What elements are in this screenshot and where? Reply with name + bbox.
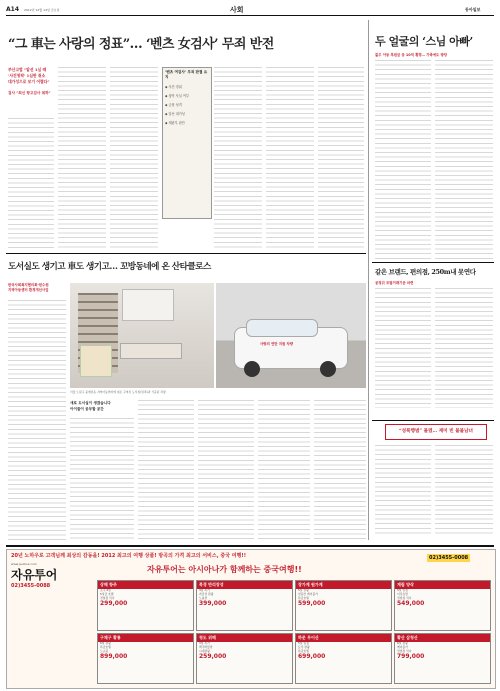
ad-cell-row: 전일정 식사: [397, 648, 412, 653]
ad-cell-row: 자금성 관광: [199, 591, 214, 596]
ad-banner: 20년 노하우로 고객님께 최상의 감동을! 2012 최고의 여행 상품! 방곡의 가격 최고의 서비스, 중국 여행!!: [11, 553, 246, 559]
ad-cell-price: 259,000: [199, 653, 227, 661]
ad-cell-row: 4일 특가: [199, 588, 210, 592]
main-sidebar: [8, 67, 52, 96]
quote-text: “성폭행범” 몰렸… 재미 빈 불불남녀: [399, 429, 473, 434]
ad-cell-row: 천문산 케이블카: [298, 591, 318, 596]
ad-cell-title: 장가계 원가계: [296, 581, 391, 589]
ad-cell-row: 5일 일정: [298, 641, 309, 645]
right-subline: 불우 아동 후원금 등 10억 횡령… 가족에도 방탕: [375, 53, 448, 57]
ad-cell-title: 상해 항주: [98, 581, 193, 589]
body-text: [58, 67, 106, 248]
ad-cell[interactable]: [196, 633, 293, 684]
ad-cell-row: 특급호텔: [100, 644, 111, 649]
sidebar-line: 대가성으로 보기 어렵다”: [8, 79, 50, 84]
ad-cell-price: 299,000: [100, 600, 128, 608]
body-text: [214, 67, 262, 248]
info-box-item: ◆ 사건 경위: [165, 85, 182, 89]
ad-cell-title: 하문 무이산: [296, 634, 391, 642]
ad-brand: 자유투어: [11, 568, 58, 582]
santa-headline[interactable]: 도서실도 생기고 車도 생기고… 꼬방동네에 온 산타클로스: [8, 262, 211, 272]
date-line: 2012년 12월 14일 금요일: [24, 8, 60, 12]
ad-cell-row: 시내관광: [199, 648, 210, 653]
body-text: [138, 400, 194, 540]
ad-phone-2: 02)3455-0008: [429, 555, 469, 561]
ad-cell-price: 399,000: [199, 600, 227, 608]
info-box: [162, 67, 212, 219]
ad-cell[interactable]: [295, 633, 392, 684]
ad-cell-title: 황산 삼청산: [395, 634, 490, 642]
page-number: A14: [6, 6, 19, 13]
ad-url: www.jautour.com: [11, 562, 37, 566]
ad-cell-row: 6일 관광: [100, 641, 111, 645]
body-text: [375, 60, 431, 260]
ad-cell-title: 계림 양삭: [395, 581, 490, 589]
ad-cell-title: 청도 위해: [197, 634, 292, 642]
sidebar-line: 부산고법 “알선 1심 때: [8, 67, 47, 72]
ad-cell-row: 노옵션: [199, 595, 208, 600]
ad-cell-row: 이강유람: [397, 591, 408, 596]
info-box-item: ◆ 청탁 사실 여부: [165, 94, 189, 98]
ad-cell-row: 케이블카: [397, 644, 408, 649]
info-box-item: ◆ 재판부 판단: [165, 121, 185, 125]
ad-cell[interactable]: [394, 580, 491, 631]
ad-cell-price: 799,000: [397, 653, 425, 661]
ad-cell-row: 5일 관광: [298, 588, 309, 592]
santa-sublabel: 지역아동센터 환경개선사업: [8, 288, 49, 292]
body-text: [435, 445, 493, 537]
ad-cell-row: 토루 관광: [298, 644, 310, 649]
ad-cell-row: 특급호텔: [298, 648, 309, 653]
section-title: 사회: [230, 5, 244, 14]
body-text: [258, 400, 310, 540]
quote-box[interactable]: [385, 424, 487, 440]
ad-cell-price: 549,000: [397, 600, 425, 608]
ad-cell-row: 3일 특가: [199, 641, 210, 645]
right-headline[interactable]: 두 얼굴의 ‘스님 아빠’: [375, 35, 473, 48]
ad-cell-row: 노쇼핑: [100, 648, 109, 653]
car-label: 사랑의 연탄 지원 차량: [260, 342, 294, 346]
ad-cell-price: 599,000: [298, 600, 326, 608]
ad-cell-price: 899,000: [100, 653, 128, 661]
body-text: [375, 288, 431, 408]
body-text: [198, 400, 254, 540]
sidebar-line: ‘사건청탁’ 1심판 취소: [8, 73, 46, 78]
body-text: [266, 67, 314, 248]
photo-caption: 서울 노원구 중계본동 지역아동센터에 새로 꾸며진 도서실(왼쪽)과 기증된 차량.: [70, 390, 167, 394]
santa-lead-line: 새로 도서실이 생겼습니다: [70, 401, 111, 405]
ad-cell-row: 5일 일정: [397, 588, 408, 592]
ad-cell[interactable]: [295, 580, 392, 631]
body-text: [70, 418, 134, 540]
ad-brand-box[interactable]: [11, 562, 91, 602]
body-text: [375, 445, 431, 537]
body-text: [110, 67, 158, 248]
ad-cell-row: 맥주박물관: [199, 644, 213, 649]
ad-cell-row: 특급호텔: [298, 595, 309, 600]
newspaper-name: 동아일보: [465, 7, 481, 12]
body-text: [8, 300, 66, 540]
body-text: [318, 67, 364, 248]
ad-cell-row: 전일정 식사: [100, 595, 115, 600]
body-text: [314, 400, 366, 540]
ad-area[interactable]: [6, 549, 496, 689]
ad-phone: 02)3455-0088: [11, 583, 51, 589]
car-photo: [216, 283, 366, 388]
ad-cell-row: 전일정 식사: [397, 595, 412, 600]
sub-note: 검사 “최신 항고검사 취하”: [8, 91, 51, 95]
body-text: [8, 118, 54, 248]
ad-slogan: 자유투어는 아시아나가 함께하는 중국여행!!: [147, 565, 302, 574]
ad-grid: [97, 580, 491, 684]
santa-label: 한국사회복지협의회-한수원: [8, 283, 49, 287]
info-box-title: ‘벤츠 여검사’ 무죄 판결 요지: [165, 70, 208, 79]
main-headline[interactable]: “그 車는 사랑의 정표”… ‘벤츠 女검사’ 무죄 반전: [8, 37, 274, 52]
ad-cell[interactable]: [97, 633, 194, 684]
ad-cell[interactable]: [97, 580, 194, 631]
ad-cell[interactable]: [394, 633, 491, 684]
info-box-item: ◆ 금품 성격: [165, 103, 182, 107]
body-text: [435, 60, 493, 260]
body-text: [435, 288, 493, 408]
ad-cell-title: 구채구 황룡: [98, 634, 193, 642]
right-mid-subline: 공정위 모범거래기준 마련: [375, 281, 414, 285]
ad-cell-row: 소주 4일: [100, 588, 111, 592]
santa-lead-line: 아이들이 공부할 공간: [70, 407, 104, 411]
ad-cell-title: 북경 만리장성: [197, 581, 292, 589]
ad-cell[interactable]: [196, 580, 293, 631]
ad-cell-price: 699,000: [298, 653, 326, 661]
library-photo: [70, 283, 214, 388]
santa-lead: [70, 400, 134, 412]
ad-cell-row: 6일 관광: [397, 641, 408, 645]
ad-cell-row: 5성급 호텔: [100, 591, 114, 596]
right-mid-headline[interactable]: 같은 브랜드, 편의점, 250m내 못연다: [375, 268, 476, 276]
info-box-item: ◆ 알선 대가성: [165, 112, 185, 116]
santa-sidebar: [8, 283, 66, 293]
